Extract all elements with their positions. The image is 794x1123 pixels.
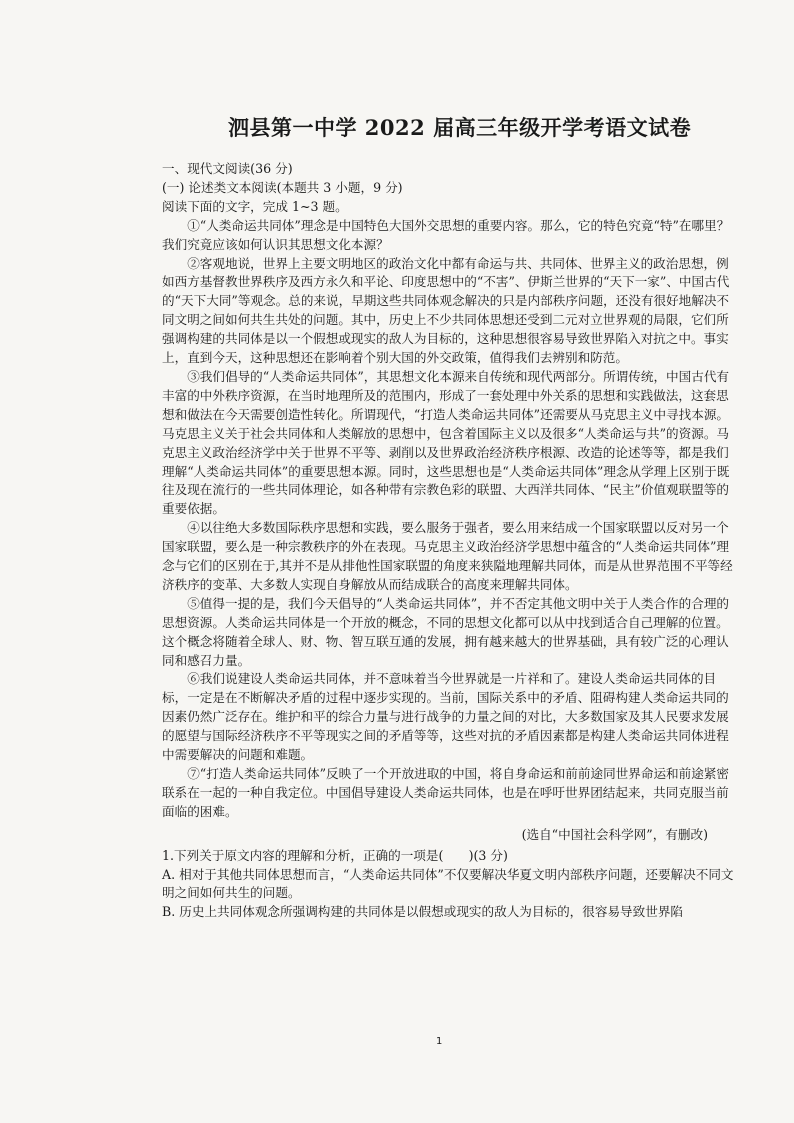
exam-body	[162, 160, 734, 922]
section-heading: 一、现代文阅读(36 分)	[162, 161, 293, 176]
reading-instruction: 阅读下面的文字，完成 1~3 题。	[162, 198, 348, 214]
paragraph-1: ①“人类命运共同体”理念是中国特色大国外交思想的重要内容。那么，它的特色究竟“特”在哪里？我们究竟应该如何认识其思想文化本源？	[162, 217, 730, 252]
paragraph-4: ④以往绝大多数国际秩序思想和实践，要么服务于强者，要么用来结成一个国家联盟以反对另一个国家联盟，要么是一种宗教秩序的外在表现。马克思主义政治经济学思想中蕴含的“人类命运共同体”理念与它们的区别在于,其并不是从排他性国家联盟的角度来狭隘地理解共同体，而是从世界范围不平等经济秩序的变革、大多数人实现自身解放从而结成联合的高度来理解共同体。	[162, 520, 733, 592]
subsection-heading: (一) 论述类文本阅读(本题共 3 小题，9 分)	[162, 179, 403, 195]
option-a: A. 相对于其他共同体思想而言，“人类命运共同体”不仅要解决华夏文明内部秩序问题，还要解决不同文明之间如何共生的问题。	[162, 866, 734, 901]
option-b: B. 历史上共同体观念所强调构建的共同体是以假想或现实的敌人为目标的，很容易导致世界陷	[162, 904, 684, 920]
page-number: 1	[436, 1036, 443, 1047]
paragraph-7: ⑦“打造人类命运共同体”反映了一个开放进取的中国，将自身命运和前前途同世界命运和前途紧密联系在一起的一种自我定位。中国倡导建设人类命运共同体，也是在呼吁世界团结起来，共同克服当前面临的困难。	[162, 766, 730, 819]
paragraph-3: ③我们倡导的“人类命运共同体”，其思想文化本源来自传统和现代两部分。所谓传统，中国古代有丰富的中外秩序资源，在当时地理所及的范围内，形成了一套处理中外关系的思想和实践做法，这套思想和做法在今天需要创造性转化。所谓现代，“打造人类命运共同体”还需要从马克思主义中寻找本源。马克思主义关于社会共同体和人类解放的思想中，包含着国际主义以及很多“人类命运与共”的资源。马克思主义政治经济学中关于世界不平等、剥削以及世界政治经济秩序根源、改造的论述等等，都是我们理解“人类命运共同体”的重要思想本源。同时，这些思想也是“人类命运共同体”理念从学理上区别于既往及现在流行的一些共同体理论，如各种带有宗教色彩的联盟、大西洋共同体、“民主”价值观联盟等的重要依据。	[162, 368, 730, 517]
source-note: (选自“中国社会科学网”，有删改)	[521, 826, 708, 842]
exam-title: 泗县第一中学 2022 届高三年级开学考语文试卷	[228, 115, 692, 140]
paragraph-5: ⑤值得一提的是，我们今天倡导的“人类命运共同体”，并不否定其他文明中关于人类合作的合理的思想资源。人类命运共同体是一个开放的概念，不同的思想文化都可以从中找到适合自己理解的位置。这个概念将随着全球人、财、物、智互联互通的发展，拥有越来越大的世界基础，具有较广泛的心理认同和感召力量。	[162, 595, 730, 668]
question-1: 1.下列关于原文内容的理解和分析，正确的一项是( )(3 分)	[162, 847, 508, 863]
paragraph-2: ②客观地说，世界上主要文明地区的政治文化中都有命运与共、共同体、世界主义的政治思想，例如西方基督教世界秩序及西方永久和平论、印度思想中的“不害”、伊斯兰世界的“天下一家”、中国古代的“天下大同”等观念。总的来说，早期这些共同体观念解决的只是内部秩序问题，还没有很好地解决不同文明之间如何共生共处的问题。其中，历史上不少共同体思想还受到二元对立世界观的局限，它们所强调构建的共同体是以一个假想或现实的敌人为目标的，这种思想很容易导致世界陷入对抗之中。事实上，直到今天，这种思想还在影响着个别大国的外交政策，值得我们去辨别和防范。	[162, 255, 730, 366]
paragraph-6: ⑥我们说建设人类命运共同体，并不意味着当今世界就是一片祥和了。建设人类命运共同体的目标，一定是在不断解决矛盾的过程中逐步实现的。当前，国际关系中的矛盾、阻碍构建人类命运共同的因素仍然广泛存在。维护和平的综合力量与进行战争的力量之间的对比，大多数国家及其人民要求发展的愿望与国际经济秩序不平等现实之间的矛盾等等，这些对抗的矛盾因素都是构建人类命运共同体进程中需要解决的问题和难题。	[162, 671, 729, 763]
